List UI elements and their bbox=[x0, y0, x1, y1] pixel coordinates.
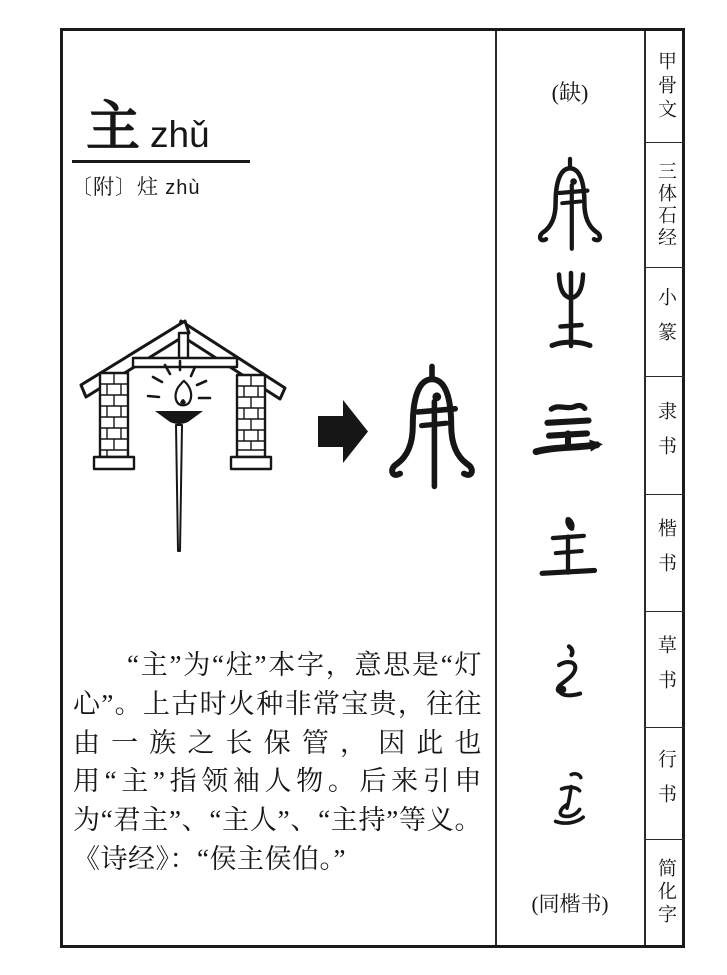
sidebar-label: 草书 bbox=[655, 634, 676, 705]
sidebar-item-kaishu bbox=[646, 495, 685, 612]
etymology-illustration bbox=[75, 318, 485, 563]
sidebar-label: 三体石经 bbox=[655, 161, 676, 249]
pillar-left-base bbox=[94, 457, 134, 469]
sidebar-item-lishu bbox=[646, 377, 685, 495]
xingshu-running-glyph bbox=[540, 762, 600, 840]
caoshu-cursive-glyph bbox=[538, 634, 600, 716]
xiaozhuan-seal-glyph bbox=[546, 266, 596, 363]
oracle-missing-note: (缺) bbox=[551, 80, 589, 105]
ancient-seal-glyph-large bbox=[392, 366, 472, 486]
variant-prefix: 〔附〕 bbox=[71, 175, 137, 199]
sidebar-item-santishijing bbox=[646, 143, 685, 268]
sidebar-item-caoshu bbox=[646, 612, 685, 728]
lamp-stem bbox=[176, 425, 182, 551]
headword-underline bbox=[72, 160, 250, 163]
sidebar-item-xingshu bbox=[646, 728, 685, 840]
right-arrow-icon bbox=[318, 400, 368, 463]
headword: 主 bbox=[86, 97, 140, 157]
script-style-sidebar bbox=[646, 31, 685, 945]
pillar-right-base bbox=[231, 457, 271, 469]
sidebar-item-jianhuazi bbox=[646, 840, 685, 945]
sidebar-label: 小篆 bbox=[655, 287, 676, 357]
sidebar-label: 简化字 bbox=[655, 858, 676, 927]
lishu-clerical-glyph bbox=[528, 400, 608, 476]
variant-entry bbox=[71, 171, 201, 201]
headword-pinyin: zhǔ bbox=[150, 114, 210, 155]
sidebar-label: 隶书 bbox=[655, 400, 676, 471]
sidebar-label: 甲骨文 bbox=[655, 50, 676, 123]
lamp-bowl bbox=[155, 411, 203, 424]
roof-beam bbox=[133, 358, 237, 367]
sidebar-item-jiaguwen bbox=[646, 31, 685, 143]
santishijing-seal-glyph bbox=[537, 156, 603, 254]
kaishu-regular-glyph bbox=[532, 510, 604, 592]
column-divider-main-evolution bbox=[495, 31, 497, 945]
variant-char: 炷 bbox=[137, 175, 159, 199]
variant-pinyin: zhù bbox=[165, 177, 201, 199]
simplified-same-as-kaishu-note: (同楷书) bbox=[531, 892, 609, 916]
sidebar-label: 行书 bbox=[655, 748, 676, 819]
sidebar-item-xiaozhuan bbox=[646, 268, 685, 377]
explanation-text: “主”为“炷”本字，意思是“灯心”。上古时火种非常宝贵，往往由一族之长保管，因此也用“主”指领袖人物。后来引申为“君主”、“主人”、“主持”等义。《诗经》：“侯主侯伯。” bbox=[73, 650, 482, 874]
roof-strut bbox=[179, 333, 188, 360]
sidebar-label: 楷书 bbox=[655, 518, 676, 588]
